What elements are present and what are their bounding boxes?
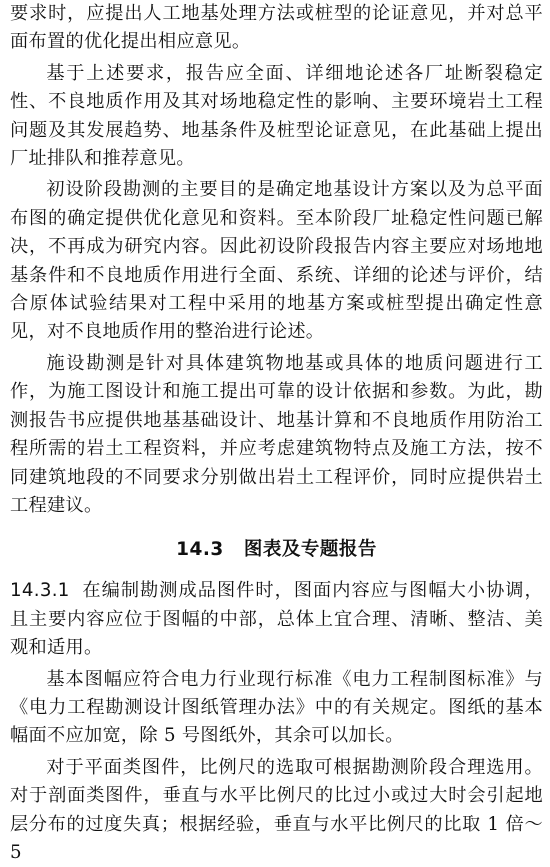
- section-heading: [10, 537, 543, 563]
- paragraph-drawing-sizes: 基本图幅应符合电力行业现行标准《电力工程制图标准》与《电力工程勘测设计图纸管理办法》中的有关规定。图纸的基本幅面不应加宽，除 5 号图纸外，其余可以加长。: [10, 668, 543, 747]
- paragraph-site-selection-report: 基于上述要求，报告应全面、详细地论述各厂址断裂稳定性、不良地质作用及其对场地稳定性的影响、主要环境岩土工程问题及其发展趋势、地基条件及桩型论证意见，在此基础上提出厂址排队和推荐意见。: [10, 62, 543, 170]
- section-title: 图表及专题报告: [243, 539, 377, 561]
- paragraph-continuation: 要求时，应提出人工地基处理方法或桩型的论证意见，并对总平面布置的优化提出相应意见。: [10, 3, 543, 53]
- paragraph-preliminary-design-survey: 初设阶段勘测的主要目的是确定地基设计方案以及为总平面布图的确定提供优化意见和资料。至本阶段厂址稳定性问题已解决，不再成为研究内容。因此初设阶段报告内容主要应对场地地基条件和不良地质作用进行全面、系统、详细的论述与评价，结合原体试验结果对工程中采用的地基方案或桩型提出确定性意见，对不良地质作用的整治进行论述。: [10, 179, 543, 343]
- paragraph-construction-drawing-survey: 施设勘测是针对具体建筑物地基或具体的地质问题进行工作，为施工图设计和施工提出可靠的设计依据和参数。为此，勘测报告书应提供地基基础设计、地基计算和不良地质作用防治工程所需的岩土工程资料，并应考虑建筑物特点及施工方法，按不同建筑地段的不同要求分别做出岩土工程评价，同时应提供岩土工程建议。: [10, 352, 543, 516]
- clause-text: 在编制勘测成品图件时，图面内容应与图幅大小协调，且主要内容应位于图幅的中部，总体上宜合理、清晰、整洁、美观和适用。: [10, 580, 543, 659]
- clause-paragraph: [10, 577, 543, 662]
- document-page: [10, 0, 543, 867]
- paragraph-scale-selection: 对于平面类图件，比例尺的选取可根据勘测阶段合理选用。对于剖面类图件，垂直与水平比例尺的比过小或过大时会引起地层分布的过度失真；根据经验，垂直与水平比例尺的比取 1 倍～5: [10, 756, 543, 863]
- section-number: 14.3: [176, 539, 224, 561]
- clause-number: 14.3.1: [10, 580, 70, 602]
